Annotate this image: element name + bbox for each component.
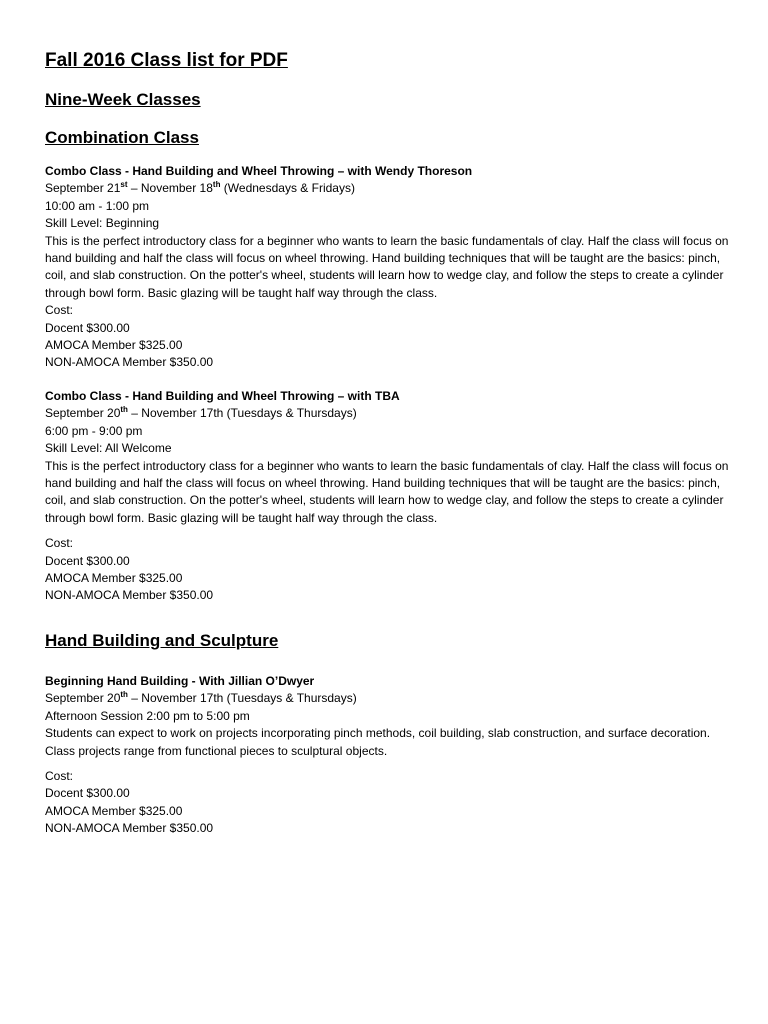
class-name: Combo Class - Hand Building and Wheel Throwing – with Wendy Thoreson: [45, 164, 473, 178]
nine-week-heading: Nine-Week Classes: [45, 90, 201, 109]
class-skill-level: Skill Level: Beginning: [45, 216, 160, 231]
class-dates: [45, 180, 735, 197]
class-description: Students can expect to work on projects incorporating pinch methods, coil building, slab construction, and surface decoration. Class projects range from functional pieces to sculptural objects.: [45, 726, 711, 758]
date-start: September 21: [45, 181, 121, 196]
date-start-suffix: st: [120, 180, 128, 190]
date-end: – November 17th (Tuesdays & Thursdays): [127, 406, 357, 421]
cost-docent: Docent $300.00: [45, 320, 130, 335]
class-description: This is the perfect introductory class for a beginner who wants to learn the basic fundamentals of clay. Half the class will focus on hand building and half the class will focus on wheel throwing. Hand building techniques that will be taught are the basics: pinch, coil, and slab construction. On the potter's wheel, students will learn how to wedge clay, and follow the steps to create a cylinder through bowl form. Basic glazing will be taught half way through the class.: [45, 458, 729, 525]
cost-non-amoca-member: NON-AMOCA Member $350.00: [45, 588, 214, 603]
date-days: (Wednesdays & Fridays): [220, 181, 355, 196]
class-entry-3: [45, 673, 735, 838]
class-name: Combo Class - Hand Building and Wheel Throwing – with TBA: [45, 389, 400, 403]
class-entry-1: [45, 163, 735, 372]
class-skill-level: Skill Level: All Welcome: [45, 441, 172, 456]
cost-non-amoca-member: NON-AMOCA Member $350.00: [45, 355, 214, 370]
cost-non-amoca-member: NON-AMOCA Member $350.00: [45, 821, 214, 836]
cost-label: Cost:: [45, 769, 74, 784]
class-description: This is the perfect introductory class for a beginner who wants to learn the basic fundamentals of clay. Half the class will focus on hand building and half the class will focus on wheel throwing. Hand building techniques that will be taught are the basics: pinch, coil, and slab construction. On the potter's wheel, students will learn how to wedge clay, and follow the steps to create a cylinder through bowl form. Basic glazing will be taught half way through the class.: [45, 233, 729, 300]
cost-docent: Docent $300.00: [45, 786, 130, 801]
combination-heading: Combination Class: [45, 128, 199, 147]
cost-label: Cost:: [45, 303, 74, 318]
hand-building-heading: Hand Building and Sculpture: [45, 631, 279, 650]
class-time: Afternoon Session 2:00 pm to 5:00 pm: [45, 708, 250, 723]
class-time: 6:00 pm - 9:00 pm: [45, 423, 143, 438]
cost-amoca-member: AMOCA Member $325.00: [45, 803, 183, 818]
date-end: – November 17th (Tuesdays & Thursdays): [127, 691, 357, 706]
class-dates: [45, 690, 735, 707]
date-end-suffix: th: [212, 180, 221, 190]
class-name: Beginning Hand Building - With Jillian O’Dwyer: [45, 674, 315, 688]
date-start-suffix: th: [120, 690, 128, 700]
date-start: September 20: [45, 406, 121, 421]
class-time: 10:00 am - 1:00 pm: [45, 198, 150, 213]
class-dates: [45, 405, 735, 422]
cost-label: Cost:: [45, 536, 74, 551]
cost-amoca-member: AMOCA Member $325.00: [45, 338, 183, 353]
cost-docent: Docent $300.00: [45, 553, 130, 568]
date-start-suffix: th: [120, 405, 128, 415]
document-title: Fall 2016 Class list for PDF: [45, 50, 288, 71]
date-end: – November 18: [127, 181, 213, 196]
class-entry-2: [45, 388, 735, 605]
date-start: September 20: [45, 691, 121, 706]
cost-amoca-member: AMOCA Member $325.00: [45, 571, 183, 586]
